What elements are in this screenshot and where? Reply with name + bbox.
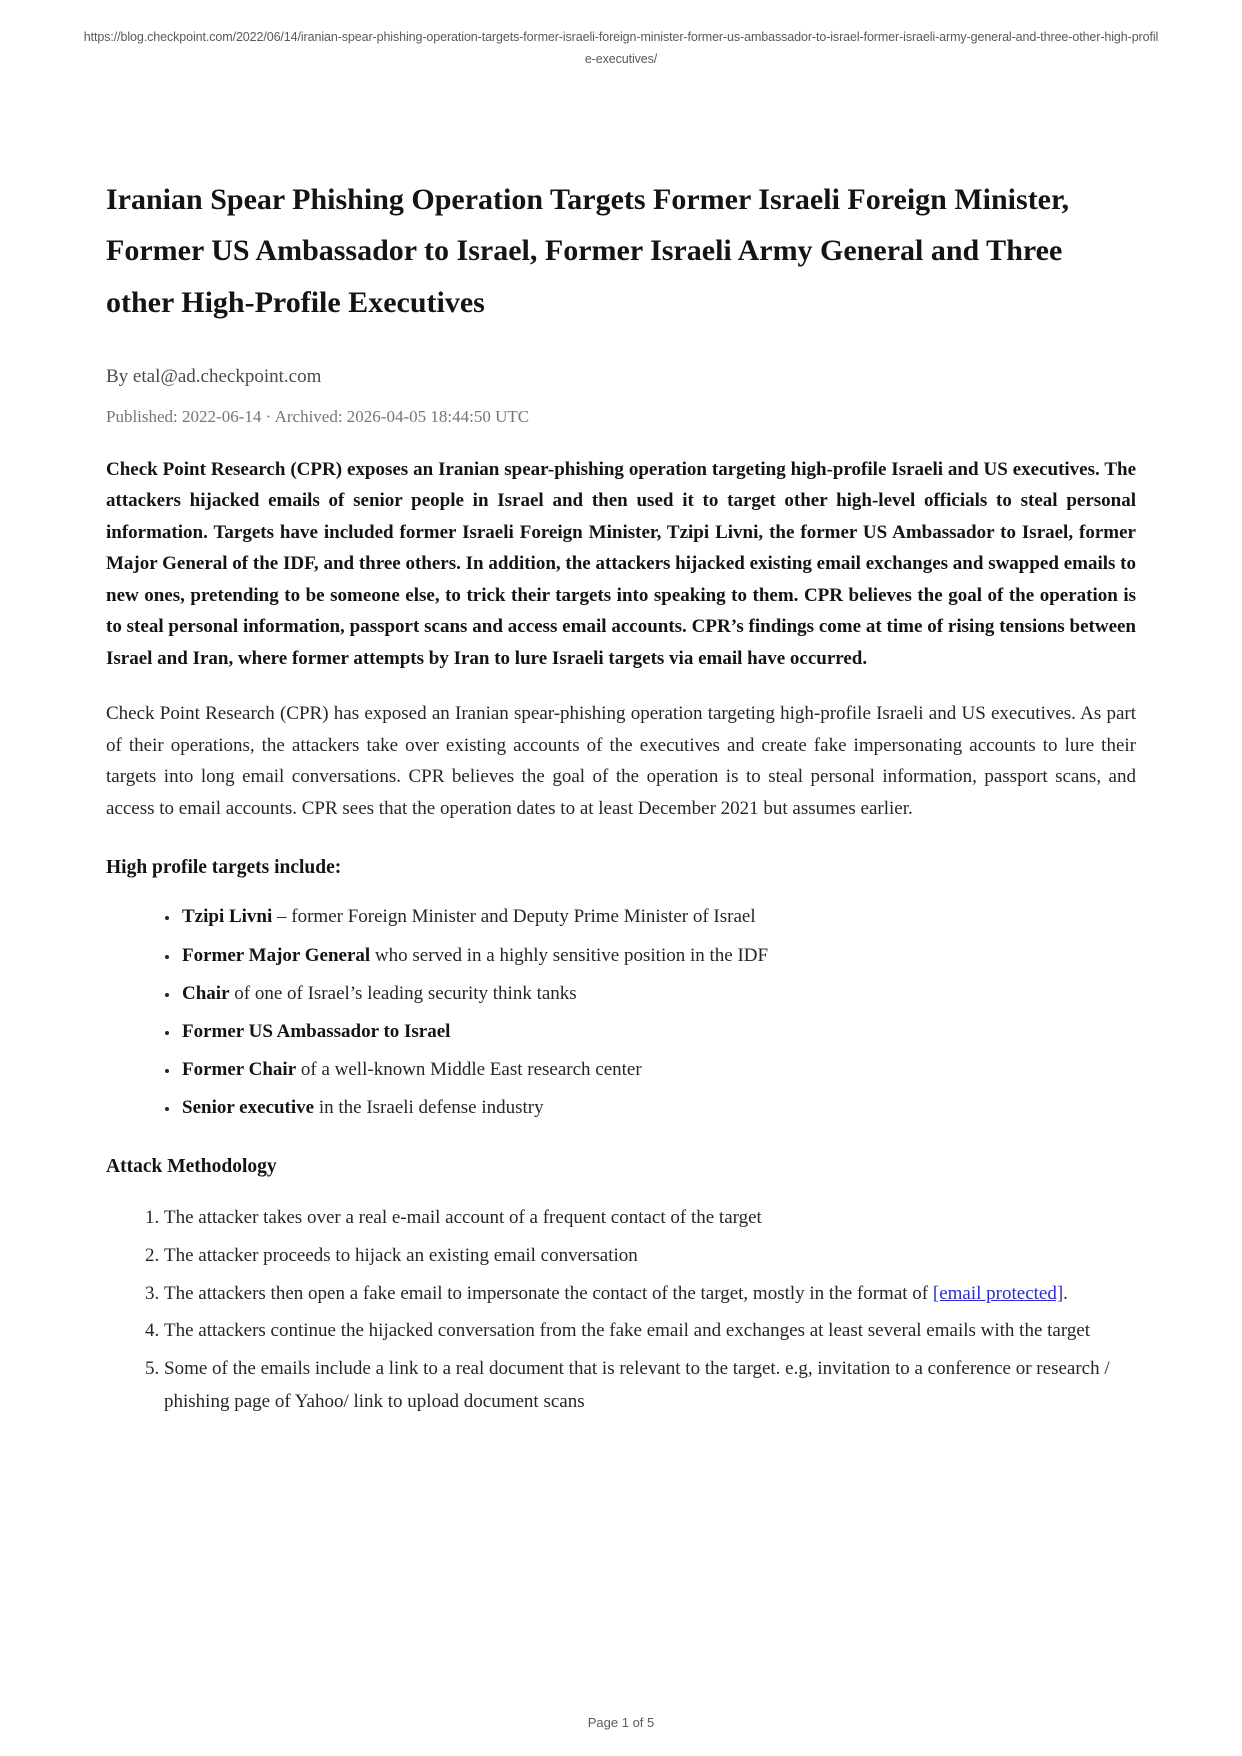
step-item bbox=[164, 1315, 1136, 1348]
target-bold: Chair bbox=[182, 982, 230, 1004]
step-text: The attackers continue the hijacked conversation from the fake email and exchanges at least several emails with the target bbox=[164, 1320, 1091, 1342]
step-text: The attacker takes over a real e-mail account of a frequent contact of the target bbox=[164, 1207, 762, 1229]
step-item bbox=[164, 1278, 1136, 1311]
target-item bbox=[180, 1016, 1136, 1047]
step-item bbox=[164, 1353, 1136, 1418]
target-item bbox=[180, 901, 1136, 932]
targets-list bbox=[106, 901, 1136, 1123]
intro-paragraph: Check Point Research (CPR) has exposed an Iranian spear-phishing operation targeting high-profile Israeli and US executives. As part of their operations, the attackers take over existing accounts of the executives and create fake impersonating accounts to lure their targets into long email conversations. CPR believes the goal of the operation is to steal personal information, passport scans, and access to email accounts. CPR sees that the operation dates to at least December 2021 but assumes earlier. bbox=[106, 703, 1136, 819]
target-bold: Former Major General bbox=[182, 944, 371, 966]
step-item bbox=[164, 1202, 1136, 1235]
article-byline: By etal@ad.checkpoint.com bbox=[106, 365, 322, 387]
page-number: Page 1 of 5 bbox=[587, 1715, 655, 1730]
step-text: . bbox=[1063, 1282, 1068, 1304]
article-title: Iranian Spear Phishing Operation Targets Former Israeli Foreign Minister, Former US Ambassador to Israel, Former Israeli Army General and Three other High-Profile Executives bbox=[106, 182, 1070, 319]
article-body bbox=[106, 174, 1136, 1419]
target-rest: of a well-known Middle East research center bbox=[296, 1059, 642, 1080]
target-item bbox=[180, 940, 1136, 971]
email-protected-link[interactable]: [email protected] bbox=[932, 1282, 1064, 1304]
step-text: The attacker proceeds to hijack an existing email conversation bbox=[164, 1244, 638, 1266]
step-text: Some of the emails include a link to a real document that is relevant to the target. e.g, invitation to a conference or research / phishing page of Yahoo/ link to upload document scans bbox=[164, 1358, 1110, 1412]
target-bold: Senior executive bbox=[182, 1097, 315, 1119]
target-bold: Former US Ambassador to Israel bbox=[182, 1020, 451, 1042]
step-text: The attackers then open a fake email to impersonate the contact of the target, mostly in the format of bbox=[164, 1282, 933, 1304]
summary-paragraph: Check Point Research (CPR) exposes an Iranian spear-phishing operation targeting high-profile Israeli and US executives. The attackers hijacked emails of senior people in Israel and then used it to target other high-level officials to steal personal information. Targets have included former Israeli Foreign Minister, Tzipi Livni, the former US Ambassador to Israel, former Major General of the IDF, and three others. In addition, the attackers hijacked existing email exchanges and swapped emails to new ones, pretending to be someone else, to trick their targets into speaking to them. CPR believes the goal of the operation is to steal personal information, passport scans and access email accounts. CPR’s findings come at time of rising tensions between Israel and Iran, where former attempts by Iran to lure Israeli targets via email have occurred. bbox=[106, 458, 1136, 669]
target-rest: – former Foreign Minister and Deputy Prime Minister of Israel bbox=[272, 906, 756, 928]
methodology-list bbox=[106, 1202, 1136, 1418]
target-bold: Tzipi Livni bbox=[182, 906, 273, 928]
methodology-heading: Attack Methodology bbox=[106, 1156, 277, 1178]
target-item bbox=[180, 1054, 1136, 1085]
target-bold: Former Chair bbox=[182, 1059, 297, 1080]
archive-url: https://blog.checkpoint.com/2022/06/14/iranian-spear-phishing-operation-targets-former-israeli-foreign-minister-former-us-ambassador-to-israel-former-israeli-army-general-and-three-other-high-profile-executives/ bbox=[83, 30, 1159, 66]
target-item bbox=[180, 1092, 1136, 1123]
target-rest: who served in a highly sensitive position in the IDF bbox=[370, 944, 769, 966]
targets-heading: High profile targets include: bbox=[106, 857, 342, 879]
article-meta: Published: 2022-06-14 · Archived: 2026-04-05 18:44:50 UTC bbox=[106, 406, 530, 426]
step-item bbox=[164, 1240, 1136, 1273]
target-rest: of one of Israel’s leading security think tanks bbox=[229, 982, 577, 1004]
target-rest: in the Israeli defense industry bbox=[314, 1097, 544, 1119]
target-item bbox=[180, 978, 1136, 1009]
